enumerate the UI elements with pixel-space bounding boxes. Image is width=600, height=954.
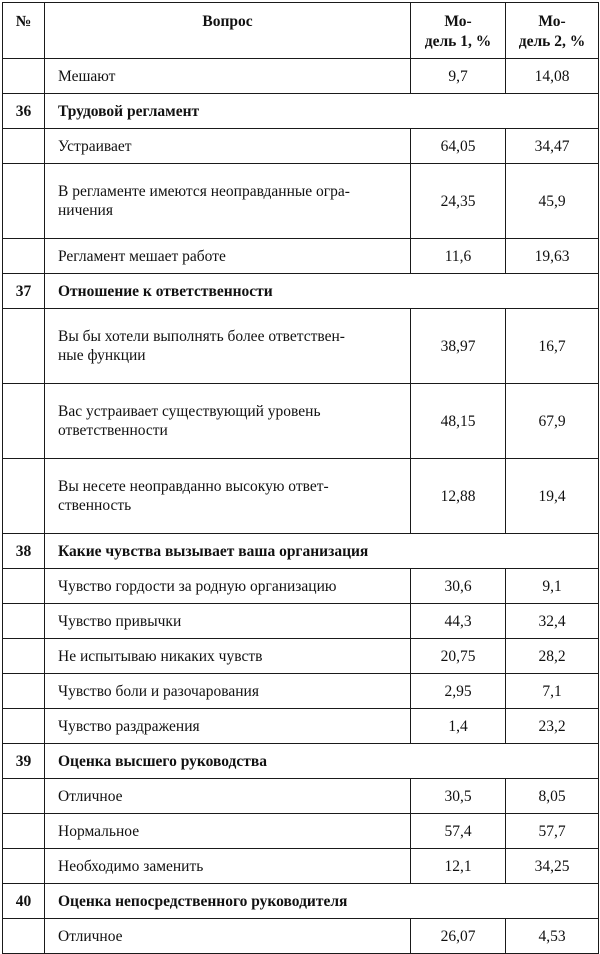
row-model2-value: 14,08 [506, 59, 599, 94]
row-model2-value: 57,7 [506, 814, 599, 849]
row-model1-value: 44,3 [411, 604, 506, 639]
table-row [3, 674, 599, 709]
row-model1-value: 1,4 [411, 709, 506, 744]
row-question [45, 164, 411, 239]
section-num: 38 [3, 534, 45, 569]
row-question-line2: ственность [58, 496, 132, 514]
row-question: Не испытываю никаких чувств [45, 639, 411, 674]
table-row [3, 919, 599, 954]
row-model2-value: 4,53 [506, 919, 599, 954]
row-model2-value: 19,63 [506, 239, 599, 274]
table-row [3, 309, 599, 384]
table-row [3, 569, 599, 604]
row-model2-value: 19,4 [506, 459, 599, 534]
row-model2-value: 67,9 [506, 384, 599, 459]
row-question-line1: В регламенте имеются неоправданные огра- [58, 182, 350, 200]
table-row [3, 709, 599, 744]
row-model2-value: 34,25 [506, 849, 599, 884]
row-question: Чувство раздражения [45, 709, 411, 744]
section-row-36 [3, 94, 599, 129]
row-question-line2: ные функции [58, 346, 146, 364]
section-row-39 [3, 744, 599, 779]
row-num-empty [3, 384, 45, 459]
section-title: Отношение к ответственности [45, 274, 599, 309]
row-model1-value: 24,35 [411, 164, 506, 239]
section-num: 37 [3, 274, 45, 309]
row-model2-value: 23,2 [506, 709, 599, 744]
row-question-line2: ничения [58, 201, 113, 219]
row-question-line1: Вас устраивает существующий уровень [58, 402, 321, 420]
table-row [3, 459, 599, 534]
row-model2-value: 32,4 [506, 604, 599, 639]
row-num-empty [3, 814, 45, 849]
row-model2-value: 45,9 [506, 164, 599, 239]
section-row-37 [3, 274, 599, 309]
table-row [3, 779, 599, 814]
section-title: Оценка непосредственного руководителя [45, 884, 599, 919]
row-model2-value: 16,7 [506, 309, 599, 384]
row-model2-value: 34,47 [506, 129, 599, 164]
row-question-line2: ответственности [58, 421, 168, 439]
row-question: Чувство боли и разочарования [45, 674, 411, 709]
row-question: Необходимо заменить [45, 849, 411, 884]
row-num-empty [3, 164, 45, 239]
row-model1-value: 30,5 [411, 779, 506, 814]
row-model1-value: 11,6 [411, 239, 506, 274]
header-model2 [506, 3, 599, 59]
row-question: Отличное [45, 779, 411, 814]
row-model2-value: 9,1 [506, 569, 599, 604]
row-num-empty [3, 569, 45, 604]
table-row [3, 639, 599, 674]
row-model2-value: 8,05 [506, 779, 599, 814]
row-question: Устраивает [45, 129, 411, 164]
row-model1-value: 38,97 [411, 309, 506, 384]
row-question: Чувство гордости за родную организацию [45, 569, 411, 604]
row-model1-value: 9,7 [411, 59, 506, 94]
header-model2-line1: Мо- [538, 13, 566, 30]
row-num-empty [3, 309, 45, 384]
row-question [45, 459, 411, 534]
row-model1-value: 12,1 [411, 849, 506, 884]
row-num-empty [3, 919, 45, 954]
row-model1-value: 64,05 [411, 129, 506, 164]
row-model1-value: 57,4 [411, 814, 506, 849]
row-model1-value: 20,75 [411, 639, 506, 674]
header-model1-line1: Мо- [444, 13, 472, 30]
table-row [3, 129, 599, 164]
row-question [45, 384, 411, 459]
row-num-empty [3, 59, 45, 94]
section-num: 40 [3, 884, 45, 919]
header-model1-line2: дель 1, % [424, 33, 492, 50]
section-num: 39 [3, 744, 45, 779]
table-row [3, 164, 599, 239]
row-question-line1: Вы несете неоправданно высокую ответ- [58, 477, 329, 495]
row-num-empty [3, 849, 45, 884]
row-question: Мешают [45, 59, 411, 94]
row-model1-value: 2,95 [411, 674, 506, 709]
row-model1-value: 12,88 [411, 459, 506, 534]
section-title: Какие чувства вызывает ваша организация [45, 534, 599, 569]
survey-table [2, 2, 599, 954]
section-row-40 [3, 884, 599, 919]
row-num-empty [3, 709, 45, 744]
header-model1 [411, 3, 506, 59]
row-question: Регламент мешает работе [45, 239, 411, 274]
row-model2-value: 7,1 [506, 674, 599, 709]
row-model2-value: 28,2 [506, 639, 599, 674]
row-num-empty [3, 129, 45, 164]
section-title: Трудовой регламент [45, 94, 599, 129]
row-model1-value: 30,6 [411, 569, 506, 604]
row-num-empty [3, 674, 45, 709]
table-row [3, 239, 599, 274]
row-model1-value: 48,15 [411, 384, 506, 459]
header-question: Вопрос [45, 3, 411, 59]
header-row [3, 3, 599, 59]
section-row-38 [3, 534, 599, 569]
table-row [3, 384, 599, 459]
row-num-empty [3, 459, 45, 534]
section-title: Оценка высшего руководства [45, 744, 599, 779]
row-num-empty [3, 639, 45, 674]
row-model1-value: 26,07 [411, 919, 506, 954]
row-num-empty [3, 604, 45, 639]
row-question-line1: Вы бы хотели выполнять более ответствен- [58, 327, 345, 345]
row-question: Нормальное [45, 814, 411, 849]
table-row [3, 604, 599, 639]
row-num-empty [3, 779, 45, 814]
section-num: 36 [3, 94, 45, 129]
table-row [3, 849, 599, 884]
row-question [45, 309, 411, 384]
row-question: Чувство привычки [45, 604, 411, 639]
header-model2-line2: дель 2, % [518, 33, 586, 50]
table-row [3, 59, 599, 94]
row-num-empty [3, 239, 45, 274]
header-num: № [3, 3, 45, 59]
table-row [3, 814, 599, 849]
row-question: Отличное [45, 919, 411, 954]
